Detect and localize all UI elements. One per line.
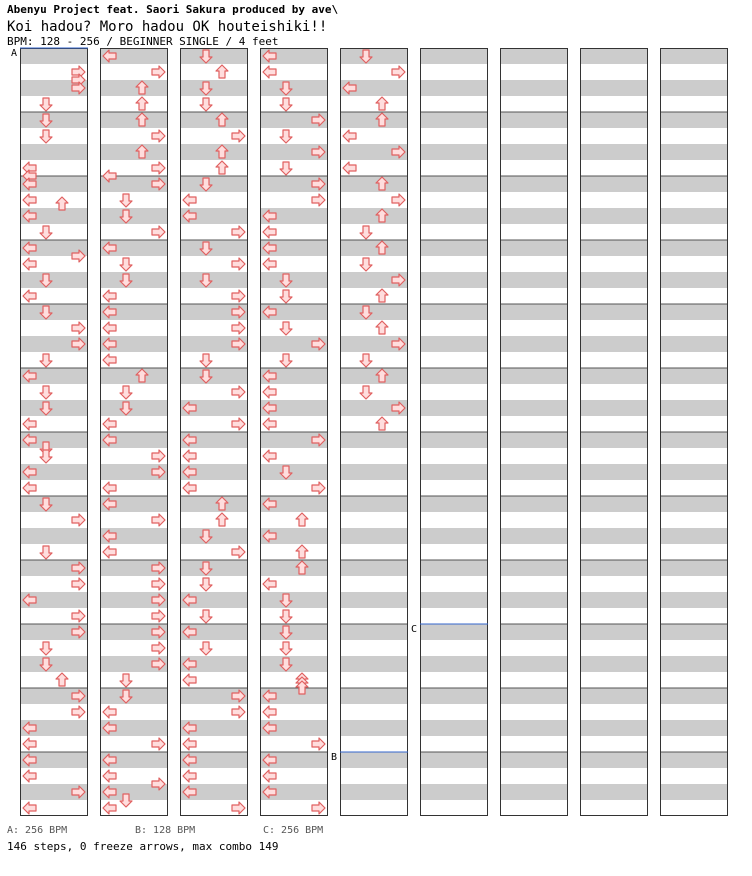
beat-stripe <box>100 272 168 288</box>
step-arrow-right <box>152 514 165 526</box>
beat-stripe <box>660 144 728 160</box>
bpm-marker-label: C <box>411 624 418 635</box>
beat-stripe <box>500 624 568 640</box>
step-arrow-left <box>183 194 196 206</box>
step-arrow-left <box>103 546 116 558</box>
beat-stripe <box>340 528 408 544</box>
bpm-legend-b: B: 128 BPM <box>135 825 196 836</box>
beat-stripe <box>500 592 568 608</box>
beat-stripe <box>420 176 488 192</box>
bpm-legend-c: C: 256 BPM <box>263 825 324 836</box>
beat-stripe <box>20 304 88 320</box>
beat-stripe <box>500 48 568 64</box>
beat-stripe <box>20 528 88 544</box>
beat-stripe <box>340 752 408 768</box>
step-arrow-right <box>392 66 405 78</box>
beat-stripe <box>660 656 728 672</box>
beat-stripe <box>100 400 168 416</box>
step-arrow-left <box>343 130 356 142</box>
beat-stripe <box>580 208 648 224</box>
beat-stripe <box>180 112 248 128</box>
step-arrow-right <box>232 706 245 718</box>
beat-stripe <box>420 400 488 416</box>
beat-stripe <box>20 144 88 160</box>
beat-stripe <box>580 176 648 192</box>
step-arrow-right <box>232 130 245 142</box>
step-arrow-right <box>312 482 325 494</box>
step-arrow-left <box>263 258 276 270</box>
beat-stripe <box>660 688 728 704</box>
beat-stripe <box>580 48 648 64</box>
beat-stripe <box>500 112 568 128</box>
beat-stripe <box>660 432 728 448</box>
beat-stripe <box>20 48 88 64</box>
beat-stripe <box>340 240 408 256</box>
beat-stripe <box>420 592 488 608</box>
beat-stripe <box>580 624 648 640</box>
step-arrow-right <box>232 386 245 398</box>
beat-stripe <box>580 688 648 704</box>
beat-stripe <box>500 336 568 352</box>
beat-stripe <box>340 624 408 640</box>
beat-stripe <box>580 752 648 768</box>
beat-stripe <box>500 432 568 448</box>
beat-stripe <box>180 176 248 192</box>
step-arrow-right <box>392 194 405 206</box>
beat-stripe <box>420 560 488 576</box>
step-arrow-right <box>232 546 245 558</box>
step-arrow-left <box>183 770 196 782</box>
beat-stripe <box>20 656 88 672</box>
step-arrow-up <box>296 513 308 526</box>
beat-stripe <box>580 336 648 352</box>
beat-stripe <box>420 112 488 128</box>
beat-stripe <box>580 496 648 512</box>
beat-stripe <box>420 144 488 160</box>
beat-stripe <box>420 368 488 384</box>
beat-stripe <box>500 720 568 736</box>
step-arrow-up <box>296 545 308 558</box>
step-arrow-left <box>23 482 36 494</box>
bpm-legend-a: A: 256 BPM <box>7 825 68 836</box>
beat-stripe <box>420 304 488 320</box>
beat-stripe <box>340 784 408 800</box>
step-arrow-left <box>103 482 116 494</box>
beat-stripe <box>580 656 648 672</box>
beat-stripe <box>660 208 728 224</box>
step-arrow-right <box>72 322 85 334</box>
step-arrow-down <box>200 578 212 591</box>
step-arrow-left <box>263 226 276 238</box>
beat-stripe <box>180 496 248 512</box>
beat-stripe <box>500 688 568 704</box>
beat-stripe <box>660 592 728 608</box>
beat-stripe <box>420 528 488 544</box>
step-arrow-down <box>280 130 292 143</box>
step-arrow-up <box>136 97 148 110</box>
step-arrow-up <box>216 513 228 526</box>
beat-stripe <box>340 496 408 512</box>
beat-stripe <box>580 720 648 736</box>
beat-stripe <box>180 80 248 96</box>
step-arrow-left <box>183 674 196 686</box>
step-arrow-right <box>232 418 245 430</box>
step-arrow-up <box>216 65 228 78</box>
beat-stripe <box>500 240 568 256</box>
song-title: Koi hadou? Moro hadou OK houteishiki!! <box>7 19 328 35</box>
beat-stripe <box>420 240 488 256</box>
beat-stripe <box>500 272 568 288</box>
step-arrow-left <box>263 418 276 430</box>
step-arrow-left <box>103 802 116 814</box>
step-arrow-left <box>23 418 36 430</box>
beat-stripe <box>260 560 328 576</box>
beat-stripe <box>100 112 168 128</box>
step-arrow-down <box>40 386 52 399</box>
step-arrow-right <box>72 706 85 718</box>
step-arrow-down <box>120 258 132 271</box>
beat-stripe <box>420 464 488 480</box>
beat-stripe <box>500 80 568 96</box>
beat-stripe <box>420 48 488 64</box>
bpm-marker-label: B <box>331 752 338 763</box>
beat-stripe <box>420 80 488 96</box>
beat-stripe <box>340 688 408 704</box>
step-arrow-left <box>183 482 196 494</box>
beat-stripe <box>580 560 648 576</box>
beat-stripe <box>420 624 488 640</box>
step-arrow-up <box>376 321 388 334</box>
step-arrow-right <box>72 578 85 590</box>
step-arrow-down <box>120 386 132 399</box>
beat-stripe <box>660 560 728 576</box>
beat-stripe <box>500 144 568 160</box>
song-artist: Abenyu Project feat. Saori Sakura produced by ave\ <box>7 3 339 16</box>
beat-stripe <box>500 176 568 192</box>
step-arrow-left <box>23 770 36 782</box>
beat-stripe <box>20 272 88 288</box>
beat-stripe <box>180 48 248 64</box>
beat-stripe <box>420 272 488 288</box>
step-arrow-left <box>23 258 36 270</box>
step-arrow-up <box>56 673 68 686</box>
beat-stripe <box>500 368 568 384</box>
step-arrow-left <box>23 194 36 206</box>
beat-stripe <box>100 144 168 160</box>
beat-stripe <box>580 240 648 256</box>
step-arrow-left <box>183 738 196 750</box>
beat-stripe <box>260 272 328 288</box>
beat-stripe <box>660 240 728 256</box>
step-arrow-down <box>280 610 292 623</box>
step-arrow-right <box>232 290 245 302</box>
step-arrow-down <box>40 546 52 559</box>
step-arrow-down <box>40 226 52 239</box>
step-arrow-right <box>312 738 325 750</box>
beat-stripe <box>20 112 88 128</box>
step-arrow-left <box>23 738 36 750</box>
beat-stripe <box>420 688 488 704</box>
beat-stripe <box>500 304 568 320</box>
step-arrow-left <box>103 290 116 302</box>
step-arrow-down <box>280 642 292 655</box>
step-arrow-right <box>152 226 165 238</box>
step-arrow-up <box>376 289 388 302</box>
step-arrow-right <box>152 450 165 462</box>
beat-stripe <box>340 368 408 384</box>
beat-stripe <box>500 208 568 224</box>
step-arrow-left <box>103 770 116 782</box>
beat-stripe <box>660 80 728 96</box>
beat-stripe <box>260 592 328 608</box>
step-arrow-down <box>360 226 372 239</box>
step-arrow-right <box>152 66 165 78</box>
step-arrow-right <box>232 322 245 334</box>
step-arrow-down <box>280 98 292 111</box>
beat-stripe <box>420 208 488 224</box>
step-arrow-right <box>152 642 165 654</box>
beat-stripe <box>420 656 488 672</box>
bpm-marker-label: A <box>11 48 18 59</box>
step-arrow-left <box>263 66 276 78</box>
beat-stripe <box>660 272 728 288</box>
beat-stripe <box>20 400 88 416</box>
step-arrow-down <box>120 674 132 687</box>
step-arrow-right <box>232 802 245 814</box>
beat-stripe <box>580 80 648 96</box>
beat-stripe <box>580 464 648 480</box>
step-arrow-up <box>376 417 388 430</box>
beat-stripe <box>580 528 648 544</box>
beat-stripe <box>580 272 648 288</box>
step-arrow-left <box>263 450 276 462</box>
step-arrow-right <box>312 194 325 206</box>
beat-stripe <box>340 48 408 64</box>
beat-stripe <box>660 720 728 736</box>
beat-stripe <box>340 592 408 608</box>
beat-stripe <box>660 528 728 544</box>
beat-stripe <box>340 560 408 576</box>
beat-stripe <box>100 368 168 384</box>
step-arrow-down <box>360 354 372 367</box>
step-arrow-left <box>23 290 36 302</box>
step-arrow-right <box>152 162 165 174</box>
beat-stripe <box>20 496 88 512</box>
step-arrow-down <box>120 194 132 207</box>
beat-stripe <box>660 400 728 416</box>
beat-stripe <box>580 112 648 128</box>
step-arrow-down <box>360 258 372 271</box>
step-arrow-left <box>263 770 276 782</box>
beat-stripe <box>340 720 408 736</box>
step-arrow-down <box>280 322 292 335</box>
step-arrow-down <box>40 354 52 367</box>
beat-stripe <box>340 112 408 128</box>
beat-stripe <box>340 304 408 320</box>
chart-info: BPM: 128 - 256 / BEGINNER SINGLE / 4 feet <box>7 35 279 48</box>
step-arrow-down <box>280 162 292 175</box>
beat-stripe <box>180 240 248 256</box>
beat-stripe <box>500 656 568 672</box>
beat-stripe <box>260 464 328 480</box>
step-arrow-down <box>200 642 212 655</box>
beat-stripe <box>180 368 248 384</box>
beat-stripe <box>420 720 488 736</box>
beat-stripe <box>580 368 648 384</box>
step-arrow-right <box>152 610 165 622</box>
beat-stripe <box>660 304 728 320</box>
step-arrow-right <box>232 258 245 270</box>
step-arrow-down <box>280 354 292 367</box>
beat-stripe <box>100 208 168 224</box>
step-arrow-right <box>152 578 165 590</box>
beat-stripe <box>580 400 648 416</box>
beat-stripe <box>660 496 728 512</box>
beat-stripe <box>100 688 168 704</box>
step-arrow-left <box>263 578 276 590</box>
step-arrow-right <box>152 130 165 142</box>
beat-stripe <box>580 304 648 320</box>
step-arrow-right <box>232 226 245 238</box>
beat-stripe <box>660 112 728 128</box>
step-arrow-down <box>40 450 52 463</box>
step-arrow-down <box>200 354 212 367</box>
step-arrow-down <box>40 130 52 143</box>
beat-stripe <box>500 528 568 544</box>
beat-stripe <box>420 432 488 448</box>
step-arrow-down <box>40 642 52 655</box>
step-arrow-right <box>312 802 325 814</box>
beat-stripe <box>580 592 648 608</box>
beat-stripe <box>500 400 568 416</box>
beat-stripe <box>500 464 568 480</box>
beat-stripe <box>180 560 248 576</box>
beat-stripe <box>660 784 728 800</box>
beat-stripe <box>260 80 328 96</box>
beat-stripe <box>660 464 728 480</box>
step-arrow-left <box>183 450 196 462</box>
beat-stripe <box>500 496 568 512</box>
step-arrow-down <box>200 98 212 111</box>
beat-stripe <box>180 272 248 288</box>
step-arrow-left <box>263 706 276 718</box>
beat-stripe <box>340 432 408 448</box>
step-arrow-down <box>360 386 372 399</box>
beat-stripe <box>420 752 488 768</box>
chart-stats: 146 steps, 0 freeze arrows, max combo 149 <box>7 840 279 853</box>
beat-stripe <box>180 144 248 160</box>
beat-stripe <box>420 496 488 512</box>
beat-stripe <box>420 784 488 800</box>
beat-stripe <box>660 624 728 640</box>
step-arrow-up <box>216 161 228 174</box>
beat-stripe <box>340 464 408 480</box>
step-arrow-left <box>103 322 116 334</box>
step-arrow-left <box>23 802 36 814</box>
beat-stripe <box>340 656 408 672</box>
beat-stripe <box>500 752 568 768</box>
beat-stripe <box>260 624 328 640</box>
beat-stripe <box>660 368 728 384</box>
step-arrow-down <box>40 98 52 111</box>
beat-stripe <box>340 208 408 224</box>
beat-stripe <box>100 80 168 96</box>
beat-stripe <box>580 144 648 160</box>
step-arrow-left <box>103 418 116 430</box>
step-arrow-right <box>72 610 85 622</box>
beat-stripe <box>260 656 328 672</box>
beat-stripe <box>420 336 488 352</box>
beat-stripe <box>660 752 728 768</box>
step-arrow-left <box>103 354 116 366</box>
beat-stripe <box>340 176 408 192</box>
beat-stripe <box>580 432 648 448</box>
beat-stripe <box>500 784 568 800</box>
beat-stripe <box>500 560 568 576</box>
beat-stripe <box>580 784 648 800</box>
beat-stripe <box>660 336 728 352</box>
step-arrow-left <box>103 706 116 718</box>
beat-stripe <box>660 176 728 192</box>
step-arrow-right <box>152 738 165 750</box>
step-arrow-right <box>72 514 85 526</box>
step-arrow-left <box>343 162 356 174</box>
beat-stripe <box>660 48 728 64</box>
step-arrow-up <box>376 97 388 110</box>
step-arrow-down <box>200 610 212 623</box>
beat-stripe <box>180 528 248 544</box>
step-arrow-left <box>263 386 276 398</box>
step-arrow-down <box>280 290 292 303</box>
